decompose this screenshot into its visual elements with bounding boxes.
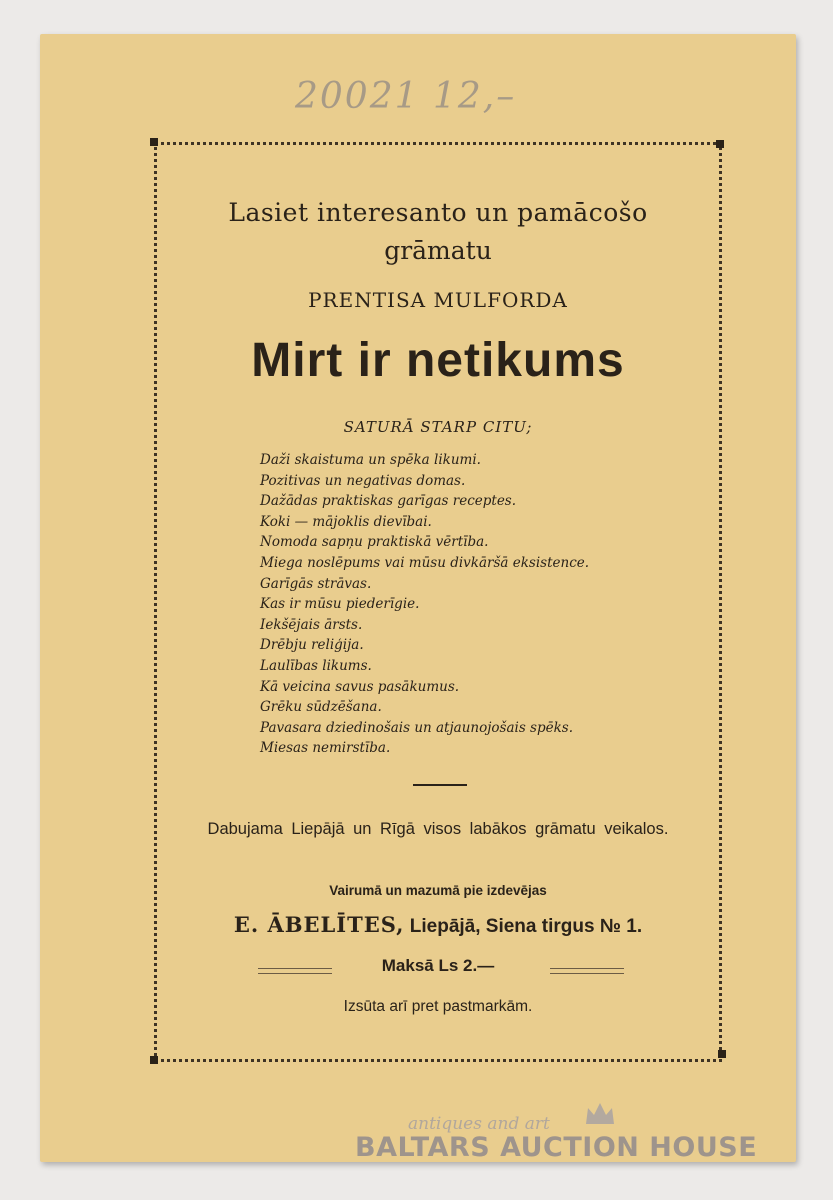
contents-item: Nomoda sapņu praktiskā vērtība. [260, 534, 489, 551]
crown-icon [584, 1100, 616, 1126]
contents-item: Kā veicina savus pasākumus. [260, 678, 460, 695]
watermark-name: BALTARS AUCTION HOUSE [355, 1132, 758, 1163]
contents-item: Koki — mājoklis dievībai. [260, 513, 432, 530]
frame-corner-top-left [150, 138, 158, 146]
contents-item: Pozitivas un negativas domas. [260, 472, 466, 489]
contents-item: Miesas nemirstība. [260, 740, 391, 757]
contents-item: Iekšējais ārsts. [260, 616, 363, 633]
contents-item: Pavasara dziedinošais un atjaunojošais spēks. [260, 719, 574, 736]
publisher-name: E. ĀBELĪTES, [233, 912, 405, 937]
wholesale-line: Vairumā un mazumā pie izdevējas [329, 883, 547, 898]
contents-item: Kas ir mūsu piederīgie. [260, 596, 420, 613]
pencil-inventory-note: 20021 12,– [295, 76, 517, 117]
mail-order-note: Izsūta arī pret pastmarkām. [343, 998, 533, 1015]
price-ornament-right [550, 968, 624, 974]
frame-corner-top-right [716, 140, 724, 148]
contents-item: Grēku sūdzēšana. [260, 699, 382, 716]
section-divider [413, 784, 467, 786]
price-text: Maksā Ls 2.— [381, 956, 495, 975]
contents-item: Drēbju reliģija. [260, 637, 364, 654]
frame-corner-bottom-left [150, 1056, 158, 1064]
book-author: PRENTISA MULFORDA [308, 288, 568, 312]
book-title: Mirt ir netikums [251, 334, 625, 387]
availability-text: Dabujama Liepājā un Rīgā visos labākos grāmatu veikalos. [207, 820, 669, 838]
contents-item: Dažādas praktiskas garīgas receptes. [260, 493, 517, 510]
publisher-address: Liepājā, Siena tirgus № 1. [409, 916, 643, 937]
ad-intro-line-2: grāmatu [384, 236, 492, 265]
watermark-subtitle: antiques and art [408, 1114, 550, 1134]
frame-corner-bottom-right [718, 1050, 726, 1058]
contents-item: Garīgās strāvas. [260, 575, 372, 592]
price-row [160, 956, 716, 980]
contents-item: Miega noslēpums vai mūsu divkāršā eksistence. [260, 554, 590, 571]
contents-heading: SATURĀ STARP CITU; [343, 418, 533, 436]
contents-item: Laulības likums. [260, 657, 372, 674]
contents-list [260, 450, 589, 759]
ad-intro-line: Lasiet interesanto un pamācošo [228, 198, 648, 227]
publisher-line [160, 912, 716, 938]
contents-item: Daži skaistuma un spēka likumi. [260, 452, 481, 468]
